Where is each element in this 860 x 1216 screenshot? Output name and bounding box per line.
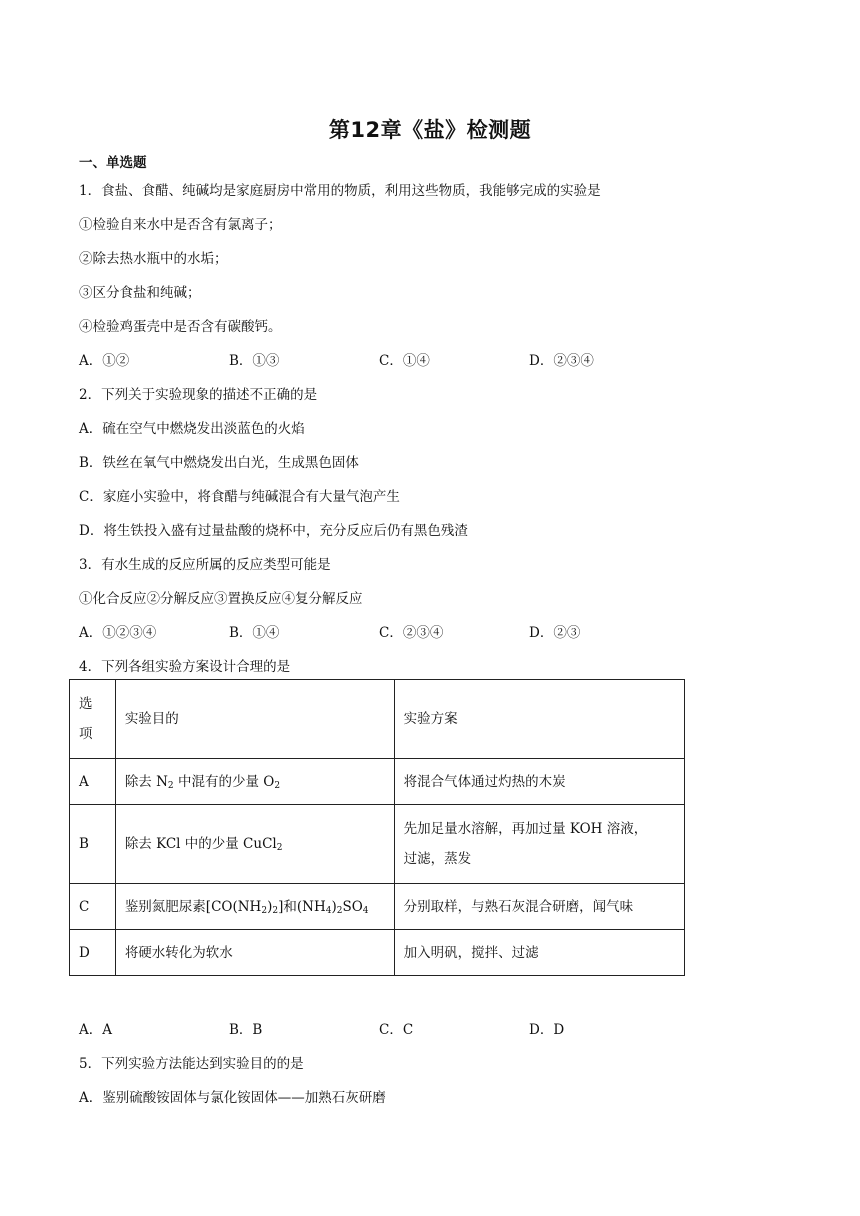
question-2-option-d: D．将生铁投入盛有过量盐酸的烧杯中，充分反应后仍有黑色残渣 [79, 523, 468, 539]
question-1-item-2: ②除去热水瓶中的水垢； [79, 251, 228, 267]
table-row [70, 759, 685, 805]
option-a: A．A [79, 1022, 112, 1038]
page-title: 第12章《盐》检测题 [328, 118, 532, 142]
question-2-option-c: C．家庭小实验中，将食醋与纯碱混合有大量气泡产生 [79, 489, 400, 505]
question-1-stem: 1．食盐、食醋、纯碱均是家庭厨房中常用的物质，利用这些物质，我能够完成的实验是 [79, 183, 601, 199]
table-row [70, 805, 685, 884]
question-1-options [79, 349, 779, 369]
option-d: D．②③④ [529, 353, 594, 369]
row-plan: 分别取样，与熟石灰混合研磨，闻气味 [394, 884, 684, 930]
option-c: C．②③④ [379, 625, 444, 641]
option-b: B．①④ [229, 625, 280, 641]
option-d: D．D [529, 1022, 565, 1038]
table-header-row [70, 680, 685, 759]
option-d: D．②③ [529, 625, 581, 641]
header-plan: 实验方案 [394, 680, 684, 759]
option-a: A．①②③④ [79, 625, 157, 641]
table-row [70, 930, 685, 976]
question-3-options [79, 621, 779, 641]
row-option: C [70, 884, 116, 930]
option-a: A．①② [79, 353, 130, 369]
option-c: C．C [379, 1022, 414, 1038]
row-plan: 加入明矾，搅拌、过滤 [394, 930, 684, 976]
header-option: 选 项 [70, 680, 116, 759]
experiment-table [69, 679, 685, 976]
question-1-item-4: ④检验鸡蛋壳中是否含有碳酸钙。 [79, 319, 282, 335]
option-c: C．①④ [379, 353, 430, 369]
question-4-stem: 4．下列各组实验方案设计合理的是 [79, 659, 291, 675]
question-1-item-3: ③区分食盐和纯碱； [79, 285, 201, 301]
row-plan: 先加足量水溶解，再加过量 KOH 溶液， 过滤，蒸发 [394, 805, 684, 884]
row-option: D [70, 930, 116, 976]
question-5-option-a: A．鉴别硫酸铵固体与氯化铵固体——加熟石灰研磨 [79, 1090, 386, 1106]
section-heading: 一、单选题 [79, 155, 147, 171]
question-4-options [79, 1018, 779, 1038]
question-3-stem: 3．有水生成的反应所属的反应类型可能是 [79, 557, 331, 573]
question-2-option-a: A．硫在空气中燃烧发出淡蓝色的火焰 [79, 421, 305, 437]
row-goal: 除去 $N_2$ 中混有的少量 $O_2$ [115, 759, 394, 805]
row-plan: 将混合气体通过灼热的木炭 [394, 759, 684, 805]
question-1-item-1: ①检验自来水中是否含有氯离子； [79, 217, 282, 233]
row-option: B [70, 805, 116, 884]
question-3-item: ①化合反应②分解反应③置换反应④复分解反应 [79, 591, 363, 607]
option-b: B．B [229, 1022, 263, 1038]
question-5-stem: 5．下列实验方法能达到实验目的的是 [79, 1056, 304, 1072]
row-goal: 除去 KCl 中的少量 CuCl$_2$ [115, 805, 394, 884]
option-b: B．①③ [229, 353, 280, 369]
header-goal: 实验目的 [115, 680, 394, 759]
question-2-stem: 2．下列关于实验现象的描述不正确的是 [79, 387, 318, 403]
table-row [70, 884, 685, 930]
row-goal: 鉴别氮肥尿素$[CO(NH_2)_2]$和$(NH_4)_2SO_4$ [115, 884, 394, 930]
row-goal: 将硬水转化为软水 [115, 930, 394, 976]
row-option: A [70, 759, 116, 805]
question-2-option-b: B．铁丝在氧气中燃烧发出白光，生成黑色固体 [79, 455, 359, 471]
